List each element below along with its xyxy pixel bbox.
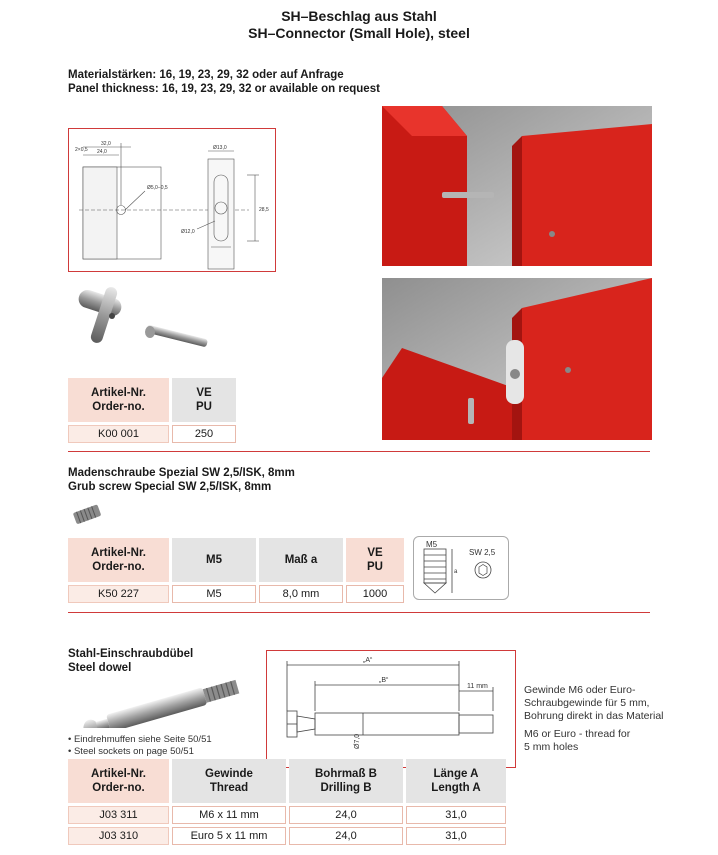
note-line: Gewinde M6 oder Euro-	[524, 684, 636, 696]
col-m: M5	[172, 538, 256, 582]
page-title-en: SH–Connector (Small Hole), steel	[248, 25, 470, 41]
connector-illustration	[68, 282, 218, 364]
note-line: Bohrung direkt in das Material	[524, 710, 664, 722]
cell-pu: 250	[172, 425, 236, 443]
connector-photo-bottom	[382, 278, 652, 440]
label-m5: M5	[426, 540, 438, 549]
photo-bottom-svg	[382, 278, 652, 440]
col-thread-de: Gewinde	[205, 768, 253, 780]
dowel-illustration	[68, 672, 248, 728]
grub-screw-diagram-svg	[414, 537, 508, 599]
col-drilling-de: Bohrmaß B	[315, 768, 377, 780]
label-sw: SW 2,5	[469, 548, 496, 557]
cell-thread: M6 x 11 mm	[172, 806, 286, 824]
dim-285: 28,5	[259, 207, 269, 213]
col-length-en: Length A	[431, 782, 481, 794]
section1-heading-en: Panel thickness: 16, 19, 23, 29, 32 or available on request	[68, 83, 380, 95]
dim-d5: Ø5,0−0,5	[147, 185, 168, 191]
dim-24: 24,0	[97, 149, 107, 155]
dowel-technical-drawing	[266, 650, 516, 768]
cell-length: 31,0	[406, 806, 506, 824]
col-thread	[172, 759, 286, 803]
col-order-no-de: Artikel-Nr.	[91, 547, 146, 559]
dowel-product-image	[68, 672, 248, 728]
col-order-no-en: Order-no.	[92, 782, 145, 794]
cell-drilling: 24,0	[289, 827, 403, 845]
col-length	[406, 759, 506, 803]
col-order-no	[68, 538, 169, 582]
label-11mm: 11 mm	[467, 683, 488, 690]
col-drilling-en: Drilling B	[320, 782, 372, 794]
section-divider-2	[68, 612, 650, 613]
cell-order: J03 311	[68, 806, 169, 824]
cell-pu: 1000	[346, 585, 404, 603]
col-order-no-en: Order-no.	[92, 401, 145, 413]
col-drilling	[289, 759, 403, 803]
col-order-no-de: Artikel-Nr.	[91, 387, 146, 399]
connector-order-table	[65, 375, 239, 446]
thread-note-de	[524, 684, 664, 723]
col-pu-de: VE	[367, 547, 383, 559]
col-order-no	[68, 378, 169, 422]
col-order-no-en: Order-no.	[92, 561, 145, 573]
label-a-length: „A“	[363, 657, 373, 664]
table-row	[68, 827, 506, 845]
cell-order: J03 310	[68, 827, 169, 845]
connector-product-image	[68, 282, 218, 364]
dim-2x05: 2×0,5	[75, 147, 88, 153]
note-line: 5 mm holes	[524, 741, 579, 753]
cell-length: 31,0	[406, 827, 506, 845]
table-row	[68, 425, 236, 443]
grub-screw-order-table	[65, 535, 407, 606]
grub-screw-image	[70, 502, 106, 526]
col-pu-en: PU	[367, 561, 383, 573]
cell-m: M5	[172, 585, 256, 603]
grub-screw-svg	[70, 502, 106, 526]
cell-drilling: 24,0	[289, 806, 403, 824]
section3-heading-de: Stahl-Einschraubdübel	[68, 648, 194, 660]
thread-note-en	[524, 728, 630, 754]
page-title-de: SH–Beschlag aus Stahl	[281, 8, 437, 24]
bullet-item: • Steel sockets on page 50/51	[68, 746, 194, 757]
note-line: M6 or Euro - thread for	[524, 728, 631, 740]
cell-order: K50 227	[68, 585, 169, 603]
cell-size: 8,0 mm	[259, 585, 343, 603]
bullet-item-de: Eindrehmuffen siehe Seite 50/51	[73, 734, 212, 745]
col-pu	[172, 378, 236, 422]
photo-top-svg	[382, 106, 652, 266]
dim-d12: Ø12,0	[181, 229, 195, 235]
bullet-list	[68, 734, 212, 758]
col-size: Maß a	[259, 538, 343, 582]
section3-heading-en: Steel dowel	[68, 662, 132, 674]
section1-heading-de: Materialstärken: 16, 19, 23, 29, 32 oder auf Anfrage	[68, 69, 344, 81]
label-a: a	[454, 569, 458, 575]
connector-technical-drawing	[68, 128, 276, 272]
connector-drawing-svg	[69, 129, 275, 271]
dim-32: 32,0	[101, 141, 111, 147]
col-pu	[346, 538, 404, 582]
dim-d13: Ø13,0	[213, 145, 227, 151]
section2-heading-en: Grub screw Special SW 2,5/ISK, 8mm	[68, 481, 272, 493]
dowel-drawing-svg	[267, 651, 515, 767]
bullet-item: • Eindrehmuffen siehe Seite 50/51	[68, 734, 212, 745]
col-order-no-de: Artikel-Nr.	[91, 768, 146, 780]
grub-screw-diagram	[413, 536, 509, 600]
dowel-order-table	[65, 756, 509, 848]
note-line: Schraubgewinde für 5 mm,	[524, 697, 650, 709]
table-row	[68, 806, 506, 824]
cell-thread: Euro 5 x 11 mm	[172, 827, 286, 845]
col-length-de: Länge A	[433, 768, 479, 780]
section-divider-1	[68, 451, 650, 452]
connector-photo-top	[382, 106, 652, 266]
cell-order: K00 001	[68, 425, 169, 443]
bullet-item-en: Steel sockets on page 50/51	[73, 746, 194, 757]
col-pu-en: PU	[196, 401, 212, 413]
col-thread-en: Thread	[209, 782, 249, 794]
label-d7: Ø7,0	[354, 733, 361, 749]
col-pu-de: VE	[196, 387, 212, 399]
table-row	[68, 585, 404, 603]
label-b-length: „B“	[379, 677, 389, 684]
col-order-no	[68, 759, 169, 803]
section2-heading-de: Madenschraube Spezial SW 2,5/ISK, 8mm	[68, 467, 295, 479]
